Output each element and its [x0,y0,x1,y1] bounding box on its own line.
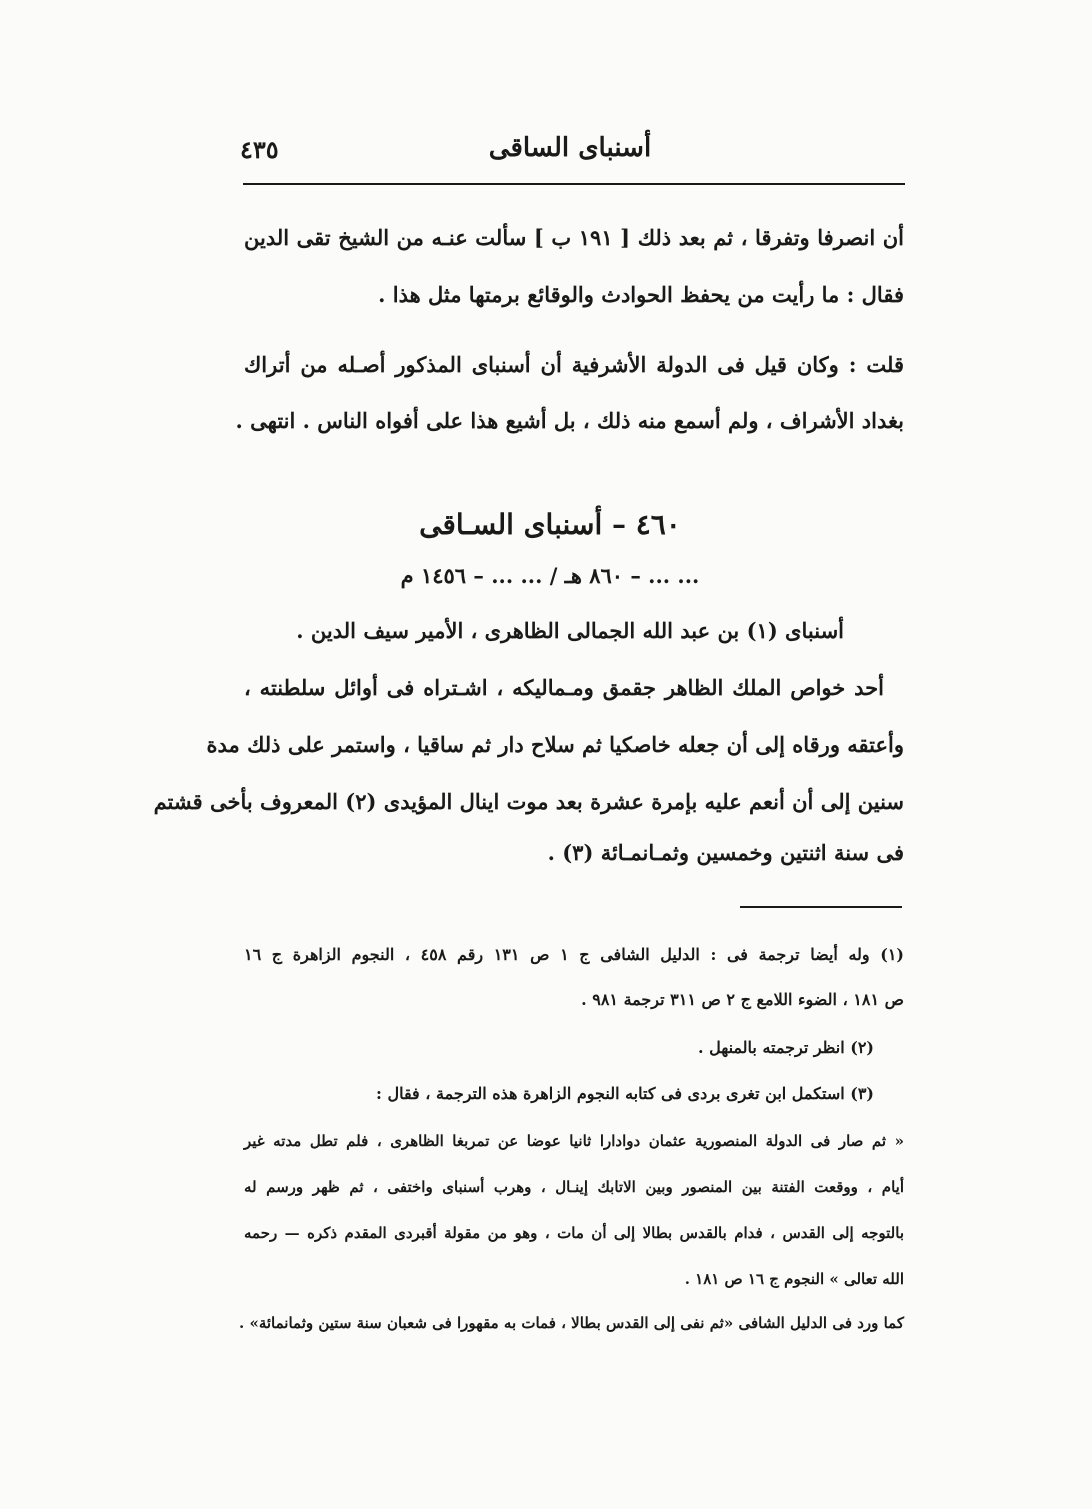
footnote-quote-line: كما ورد فى الدليل الشافى «ثم نفى إلى القدس بطالا ، فمات به مقهورا فى شعبان سنة ستين وثمانمائة» . [239,1314,904,1332]
entry-body-line: سنين إلى أن أنعم عليه بإمرة عشرة بعد موت اينال المؤيدى (٢) المعروف بأخى قشتم [153,789,904,814]
previous-entry-line: بغداد الأشراف ، ولم أسمع منه ذلك ، بل أشيع هذا على أفواه الناس . انتهى . [235,408,904,433]
header-rule [243,183,905,185]
footnote-quote-line: « ثم صار فى الدولة المنصورية عثمان دوادارا ثانيا عوضا عن تمربغا الظاهرى ، فلم تطل مدته غير [244,1132,904,1150]
entry-body-line: فى سنة اثنتين وخمسين وثمـانمـائة (٣) . [547,840,904,865]
entry-dates: ... ... – ٨٦٠ هـ / ... ... – ١٤٥٦ م [400,563,700,588]
footnote-quote-line: بالتوجه إلى القدس ، فدام بالقدس بطالا إلى أن مات ، وهو من مقولة أقبردى المقدم ذكره — رحمه [244,1224,904,1242]
entry-title: ٤٦٠ – أسنباى السـاقى [419,508,681,541]
previous-entry-line: فقال : ما رأيت من يحفظ الحوادث والوقائع برمتها مثل هذا . [378,282,904,307]
entry-body-line: أحد خواص الملك الظاهر جقمق ومـماليكه ، اشـتراه فى أوائل سلطنته ، [244,675,884,700]
footnote-quote-line: الله تعالى » النجوم ج ١٦ ص ١٨١ . [684,1270,904,1288]
previous-entry-line: أن انصرفا وتفرقا ، ثم بعد ذلك [ ١٩١ ب ] سألت عنـه من الشيخ تقى الدين [244,225,904,250]
footnote-3: (٣) استكمل ابن تغرى بردى فى كتابه النجوم الزاهرة هذه الترجمة ، فقال : [375,1084,874,1103]
footnote-1-continued: ص ١٨١ ، الضوء اللامع ج ٢ ص ٣١١ ترجمة ٩٨١ . [581,990,904,1009]
footnote-rule [740,906,902,908]
previous-entry-line: قلت : وكان قيل فى الدولة الأشرفية أن أسنباى المذكور أصـله من أتراك [244,352,904,377]
entry-body-line: وأعتقه ورقاه إلى أن جعله خاصكيا ثم سلاح دار ثم ساقيا ، واستمر على ذلك مدة [206,732,904,757]
footnote-1: (١) وله أيضا ترجمة فى : الدليل الشافى ج ١ ص ١٣١ رقم ٤٥٨ ، النجوم الزاهرة ج ١٦ [244,945,904,964]
page-number: ٤٣٥ [240,135,279,164]
entry-name-line: أسنباى (١) بن عبد الله الجمالى الظاهرى ، الأمير سيف الدين . [296,618,844,643]
running-header-title: أسنبای الساقی [488,133,652,163]
footnote-quote-line: أيام ، ووقعت الفتنة بين المنصور وبين الاتابك إينـال ، وهرب أسنباى واختفى ، ثم ظهر ورسم له [244,1178,904,1196]
footnote-2: (٢) انظر ترجمته بالمنهل . [697,1038,874,1057]
